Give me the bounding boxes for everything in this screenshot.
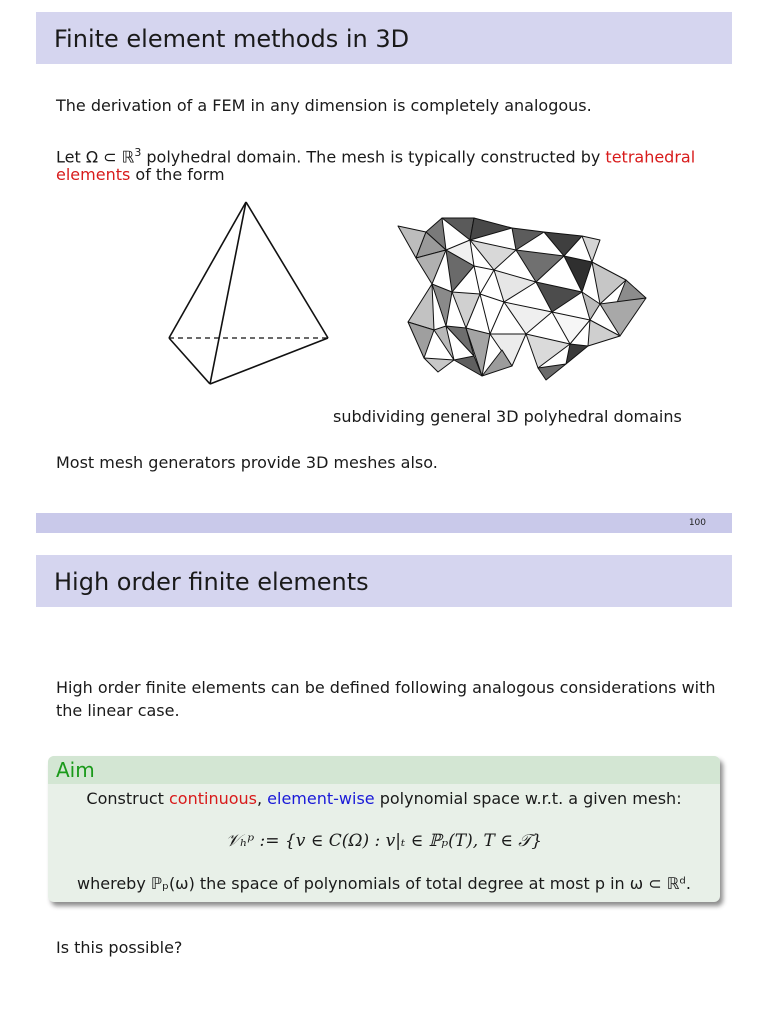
slide2-intro-line2: the linear case.	[56, 701, 180, 720]
element-wise-highlight: element-wise	[267, 789, 375, 808]
slide1-line4: Most mesh generators provide 3D meshes also.	[56, 453, 438, 472]
aim-statement	[48, 788, 720, 810]
line3-rest: of the form	[130, 165, 225, 184]
continuous-highlight: continuous	[169, 789, 257, 808]
slide2-question: Is this possible?	[56, 938, 183, 957]
aim-comma: ,	[257, 789, 268, 808]
aim-block	[48, 756, 720, 902]
slide2-title-bar	[36, 555, 732, 607]
space-definition-formula: 𝒱ₕᵖ := {v ∈ C(Ω) : v|ₜ ∈ ℙₚ(T), T ∈ 𝒯}	[225, 831, 543, 851]
slide1-footer-bar	[36, 513, 732, 533]
slide2-title: High order finite elements	[54, 568, 369, 596]
slide1-title-bar	[36, 12, 732, 64]
tetrahedron-figure	[160, 196, 340, 388]
page-number: 100	[688, 518, 706, 528]
omega-prefix: Let Ω ⊂ ℝ	[56, 147, 135, 167]
tetrahedral-mesh-figure	[394, 210, 652, 382]
slide1-line3	[56, 164, 225, 186]
aim-prefix: Construct	[86, 789, 169, 808]
slide1-line1: The derivation of a FEM in any dimension is completely analogous.	[56, 96, 592, 115]
whereby-statement: whereby ℙₚ(ω) the space of polynomials of total degree at most p in ω ⊂ ℝᵈ.	[77, 874, 691, 893]
aim-rest: polynomial space w.r.t. a given mesh:	[374, 789, 682, 808]
line2-middle: polyhedral domain. The mesh is typically constructed by	[141, 147, 606, 167]
slide2-intro-line1: High order finite elements can be defined following analogous considerations with	[56, 678, 716, 697]
elements-highlight: elements	[56, 165, 131, 184]
slide1-title: Finite element methods in 3D	[54, 25, 410, 53]
dimension-superscript: 3	[134, 146, 142, 159]
aim-block-header	[48, 756, 720, 784]
tetrahedral-highlight: tetrahedral	[605, 147, 696, 167]
mesh-caption: subdividing general 3D polyhedral domains	[333, 407, 682, 426]
aim-block-title: Aim	[56, 758, 95, 782]
